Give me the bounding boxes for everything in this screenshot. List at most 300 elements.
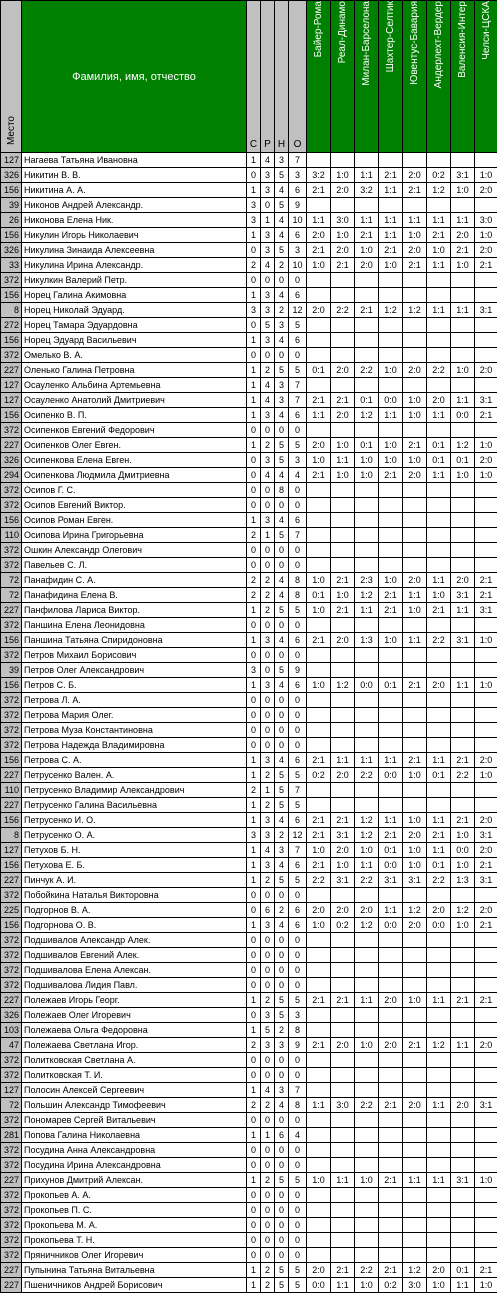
name-cell: Петухова Е. Б.: [22, 858, 247, 873]
stat-cell: 3: [275, 1083, 289, 1098]
result-cell: 0:2: [331, 918, 355, 933]
result-cell: 3:0: [331, 213, 355, 228]
stat-cell: 0: [275, 648, 289, 663]
result-cell: [403, 1053, 427, 1068]
result-cell: [451, 498, 475, 513]
result-cell: 2:1: [355, 303, 379, 318]
result-cell: 3:1: [451, 633, 475, 648]
stat-cell: 1: [247, 1278, 261, 1293]
result-cell: [427, 723, 451, 738]
result-cell: [331, 543, 355, 558]
result-cell: [307, 1143, 331, 1158]
result-cell: [307, 783, 331, 798]
stat-cell: 5: [275, 363, 289, 378]
stat-cell: 0: [247, 888, 261, 903]
result-cell: [427, 1023, 451, 1038]
stat-cell: 2: [275, 303, 289, 318]
table-row: [1, 1248, 497, 1263]
stat-cell: 0: [275, 423, 289, 438]
place-cell: 372: [1, 1053, 22, 1068]
stat-cell: 0: [289, 1188, 307, 1203]
result-cell: [475, 1158, 497, 1173]
stat-cell: 2: [275, 828, 289, 843]
stat-cell: 0: [289, 618, 307, 633]
result-cell: 2:1: [307, 828, 331, 843]
stat-cell: 0: [275, 1053, 289, 1068]
result-cell: [355, 1158, 379, 1173]
result-cell: [451, 558, 475, 573]
stat-cell: 0: [247, 348, 261, 363]
result-cell: 1:0: [475, 678, 497, 693]
result-cell: [451, 738, 475, 753]
result-cell: [475, 933, 497, 948]
stat-cell: 4: [261, 153, 275, 168]
stat-header-wins: С: [247, 1, 261, 153]
result-cell: [403, 498, 427, 513]
result-cell: [427, 483, 451, 498]
stat-cell: 5: [275, 168, 289, 183]
result-cell: 1:1: [403, 588, 427, 603]
stat-cell: 5: [289, 1278, 307, 1293]
result-cell: [475, 198, 497, 213]
result-cell: [307, 1068, 331, 1083]
result-cell: 0:1: [307, 588, 331, 603]
name-cell: Никонов Андрей Александр.: [22, 198, 247, 213]
name-cell: Побойкина Наталья Викторовна: [22, 888, 247, 903]
stat-cell: 2: [247, 588, 261, 603]
result-cell: 3:1: [403, 873, 427, 888]
result-cell: [427, 318, 451, 333]
stat-cell: 0: [261, 663, 275, 678]
stat-cell: 5: [275, 768, 289, 783]
name-cell: Осауленко Анатолий Дмитриевич: [22, 393, 247, 408]
stat-cell: 3: [261, 288, 275, 303]
result-cell: [451, 798, 475, 813]
result-cell: 1:0: [475, 468, 497, 483]
result-cell: [427, 693, 451, 708]
place-cell: 8: [1, 828, 22, 843]
result-cell: 2:2: [355, 1263, 379, 1278]
stat-cell: 3: [261, 408, 275, 423]
stat-cell: 1: [247, 813, 261, 828]
table-row: [1, 438, 497, 453]
table-row: [1, 723, 497, 738]
result-cell: [403, 423, 427, 438]
stat-cell: 0: [261, 978, 275, 993]
result-cell: [475, 1053, 497, 1068]
result-cell: 1:0: [307, 843, 331, 858]
result-cell: [379, 618, 403, 633]
result-cell: 1:0: [403, 768, 427, 783]
result-cell: 1:0: [331, 438, 355, 453]
result-cell: [451, 1113, 475, 1128]
result-cell: 1:0: [475, 228, 497, 243]
stat-cell: 6: [289, 678, 307, 693]
result-cell: 1:0: [451, 918, 475, 933]
stat-cell: 0: [247, 948, 261, 963]
result-cell: 3:2: [355, 183, 379, 198]
result-cell: 3:1: [451, 1173, 475, 1188]
result-cell: 1:2: [355, 918, 379, 933]
stat-cell: 1: [247, 843, 261, 858]
result-cell: 2:0: [331, 768, 355, 783]
result-cell: 2:0: [475, 243, 497, 258]
place-cell: 372: [1, 1143, 22, 1158]
result-cell: 1:0: [451, 183, 475, 198]
stat-cell: 2: [261, 1173, 275, 1188]
stat-cell: 0: [275, 1203, 289, 1218]
stat-cell: 1: [247, 513, 261, 528]
result-cell: [355, 528, 379, 543]
table-row: [1, 1263, 497, 1278]
stat-cell: 2: [261, 438, 275, 453]
result-cell: 2:1: [331, 813, 355, 828]
result-cell: [451, 423, 475, 438]
stat-cell: 4: [261, 378, 275, 393]
name-header: Фамилия, имя, отчество: [22, 1, 247, 153]
result-cell: 1:1: [307, 1098, 331, 1113]
stat-cell: 0: [247, 468, 261, 483]
stat-cell: 0: [247, 1053, 261, 1068]
stat-cell: 0: [289, 558, 307, 573]
result-cell: [403, 693, 427, 708]
table-row: [1, 888, 497, 903]
name-cell: Петухов Б. Н.: [22, 843, 247, 858]
stat-cell: 0: [275, 1233, 289, 1248]
result-cell: [403, 1068, 427, 1083]
result-cell: [451, 288, 475, 303]
name-cell: Петрова Надежда Владимировна: [22, 738, 247, 753]
result-cell: 1:1: [427, 813, 451, 828]
result-cell: [331, 513, 355, 528]
stat-cell: 0: [289, 498, 307, 513]
name-cell: Осипова Ирина Григорьевна: [22, 528, 247, 543]
result-cell: [427, 513, 451, 528]
result-cell: [307, 738, 331, 753]
result-cell: 1:0: [403, 993, 427, 1008]
result-cell: 1:2: [355, 408, 379, 423]
result-cell: [475, 378, 497, 393]
result-cell: 2:0: [307, 1263, 331, 1278]
name-cell: Норец Тамара Эдуардовна: [22, 318, 247, 333]
result-cell: 2:0: [451, 228, 475, 243]
stat-cell: 0: [247, 738, 261, 753]
result-cell: [403, 513, 427, 528]
result-cell: [475, 693, 497, 708]
stat-cell: 1: [247, 678, 261, 693]
table-row: [1, 498, 497, 513]
stat-cell: 0: [261, 693, 275, 708]
stat-header-points: О: [289, 1, 307, 153]
table-row: [1, 453, 497, 468]
result-cell: [451, 1203, 475, 1218]
stat-cell: 3: [275, 843, 289, 858]
result-cell: [379, 333, 403, 348]
result-cell: 1:0: [355, 843, 379, 858]
result-cell: [355, 513, 379, 528]
result-cell: 2:1: [451, 993, 475, 1008]
result-cell: 2:0: [331, 633, 355, 648]
stat-cell: 0: [261, 648, 275, 663]
result-cell: 0:1: [427, 438, 451, 453]
table-row: [1, 213, 497, 228]
result-cell: 1:1: [331, 1173, 355, 1188]
stat-cell: 5: [289, 603, 307, 618]
stat-cell: 0: [289, 723, 307, 738]
stat-cell: 0: [275, 888, 289, 903]
result-cell: [307, 528, 331, 543]
result-cell: [307, 1218, 331, 1233]
result-cell: [427, 423, 451, 438]
table-row: [1, 1068, 497, 1083]
name-cell: Попова Галина Николаевна: [22, 1128, 247, 1143]
place-cell: 326: [1, 168, 22, 183]
result-cell: 1:1: [307, 213, 331, 228]
result-cell: 1:2: [451, 903, 475, 918]
name-cell: Петров С. Б.: [22, 678, 247, 693]
place-cell: 372: [1, 348, 22, 363]
stat-cell: 7: [289, 528, 307, 543]
result-cell: 1:1: [331, 1278, 355, 1293]
stat-cell: 3: [247, 663, 261, 678]
result-cell: [355, 723, 379, 738]
stat-cell: 0: [247, 1008, 261, 1023]
result-cell: [451, 1053, 475, 1068]
place-cell: 227: [1, 1278, 22, 1293]
stat-cell: 3: [275, 393, 289, 408]
result-cell: [331, 693, 355, 708]
result-cell: 1:1: [379, 408, 403, 423]
result-cell: [307, 723, 331, 738]
result-cell: [379, 1143, 403, 1158]
name-cell: Политковская Светлана А.: [22, 1053, 247, 1068]
result-cell: 1:1: [451, 603, 475, 618]
result-cell: [451, 333, 475, 348]
result-cell: [379, 528, 403, 543]
stat-cell: 2: [261, 603, 275, 618]
stat-cell: 3: [261, 168, 275, 183]
table-row: [1, 378, 497, 393]
stat-cell: 1: [247, 768, 261, 783]
result-cell: 2:1: [379, 468, 403, 483]
result-cell: [403, 963, 427, 978]
stat-cell: 0: [289, 963, 307, 978]
stat-cell: 3: [289, 243, 307, 258]
name-cell: Петрова Муза Константиновна: [22, 723, 247, 738]
stat-cell: 0: [275, 738, 289, 753]
stat-cell: 0: [247, 318, 261, 333]
result-cell: [379, 513, 403, 528]
name-cell: Петрова С. А.: [22, 753, 247, 768]
result-cell: [355, 1188, 379, 1203]
table-row: [1, 168, 497, 183]
result-cell: [451, 198, 475, 213]
stat-cell: 0: [275, 978, 289, 993]
result-cell: [307, 1128, 331, 1143]
stat-cell: 5: [289, 873, 307, 888]
result-cell: 3:1: [475, 303, 497, 318]
stat-cell: 0: [289, 543, 307, 558]
result-cell: [451, 708, 475, 723]
result-cell: [475, 963, 497, 978]
name-cell: Полосин Алексей Сергеевич: [22, 1083, 247, 1098]
table-row: [1, 153, 497, 168]
table-row: [1, 363, 497, 378]
result-cell: [307, 1023, 331, 1038]
name-cell: Петров Михаил Борисович: [22, 648, 247, 663]
result-cell: [451, 693, 475, 708]
result-cell: [451, 978, 475, 993]
stat-cell: 0: [247, 483, 261, 498]
result-cell: [475, 483, 497, 498]
stat-cell: 0: [261, 543, 275, 558]
stat-header-losses: Н: [275, 1, 289, 153]
result-cell: 2:1: [475, 408, 497, 423]
result-cell: 1:0: [475, 768, 497, 783]
result-cell: [475, 153, 497, 168]
table-row: [1, 633, 497, 648]
match-header-6: Андерлехт-Вердер: [427, 1, 451, 153]
stat-cell: 0: [261, 738, 275, 753]
match-header-8: Челси-ЦСКА: [475, 1, 497, 153]
result-cell: 1:0: [379, 633, 403, 648]
table-row: [1, 468, 497, 483]
result-cell: 2:1: [379, 603, 403, 618]
result-cell: 1:1: [427, 468, 451, 483]
result-cell: 0:1: [355, 438, 379, 453]
result-cell: [355, 1233, 379, 1248]
stat-cell: 0: [289, 1203, 307, 1218]
stat-cell: 4: [275, 468, 289, 483]
place-cell: 227: [1, 1173, 22, 1188]
result-cell: [355, 543, 379, 558]
result-cell: [427, 618, 451, 633]
result-cell: [355, 1053, 379, 1068]
result-cell: [307, 1158, 331, 1173]
stat-cell: 4: [275, 333, 289, 348]
stat-cell: 0: [289, 948, 307, 963]
result-cell: 3:1: [331, 828, 355, 843]
table-row: [1, 393, 497, 408]
stat-cell: 0: [247, 423, 261, 438]
result-cell: [475, 663, 497, 678]
place-cell: 372: [1, 1068, 22, 1083]
stat-cell: 3: [275, 1038, 289, 1053]
result-cell: [475, 1113, 497, 1128]
stat-cell: 4: [261, 468, 275, 483]
name-cell: Подшивалов Евгений Алек.: [22, 948, 247, 963]
stat-cell: 3: [261, 1038, 275, 1053]
result-cell: 1:0: [427, 243, 451, 258]
stat-cell: 12: [289, 303, 307, 318]
result-cell: 2:1: [331, 1263, 355, 1278]
table-row: [1, 753, 497, 768]
stat-cell: 0: [247, 1143, 261, 1158]
stat-cell: 9: [289, 663, 307, 678]
result-cell: [475, 543, 497, 558]
stat-cell: 3: [289, 1008, 307, 1023]
stat-cell: 0: [261, 273, 275, 288]
result-cell: 2:1: [451, 753, 475, 768]
result-cell: 2:2: [355, 363, 379, 378]
table-row: [1, 933, 497, 948]
name-cell: Пупынина Татьяна Витальевна: [22, 1263, 247, 1278]
result-cell: [475, 423, 497, 438]
stat-cell: 0: [247, 498, 261, 513]
stat-cell: 3: [275, 318, 289, 333]
stat-cell: 4: [289, 1128, 307, 1143]
stat-cell: 5: [289, 798, 307, 813]
result-cell: [379, 423, 403, 438]
stat-cell: 4: [289, 468, 307, 483]
result-cell: 1:1: [331, 753, 355, 768]
table-row: [1, 333, 497, 348]
stat-cell: 6: [289, 918, 307, 933]
result-cell: 1:1: [451, 303, 475, 318]
result-cell: [307, 1233, 331, 1248]
place-cell: 127: [1, 393, 22, 408]
result-cell: 1:0: [331, 858, 355, 873]
result-cell: 2:1: [307, 858, 331, 873]
result-cell: [427, 528, 451, 543]
result-cell: [475, 978, 497, 993]
stat-cell: 3: [261, 633, 275, 648]
stat-cell: 3: [247, 828, 261, 843]
stat-cell: 0: [275, 618, 289, 633]
result-cell: 1:1: [379, 183, 403, 198]
result-cell: 0:0: [379, 393, 403, 408]
place-cell: 156: [1, 678, 22, 693]
result-cell: 1:1: [355, 753, 379, 768]
stat-cell: 7: [289, 843, 307, 858]
stat-cell: 2: [261, 798, 275, 813]
place-cell: 372: [1, 693, 22, 708]
stat-cell: 4: [275, 183, 289, 198]
result-cell: [331, 483, 355, 498]
table-row: [1, 1203, 497, 1218]
stat-cell: 3: [261, 513, 275, 528]
stat-cell: 4: [275, 633, 289, 648]
result-cell: [355, 783, 379, 798]
result-cell: [451, 1068, 475, 1083]
stat-cell: 0: [247, 933, 261, 948]
result-cell: 2:0: [331, 363, 355, 378]
result-cell: 2:1: [379, 1173, 403, 1188]
result-cell: 2:1: [379, 1263, 403, 1278]
result-cell: [379, 978, 403, 993]
stat-cell: 1: [261, 528, 275, 543]
result-cell: 0:0: [451, 408, 475, 423]
result-cell: [403, 1218, 427, 1233]
result-cell: 1:1: [427, 573, 451, 588]
result-cell: [403, 978, 427, 993]
result-cell: [475, 1023, 497, 1038]
result-cell: [331, 1128, 355, 1143]
result-cell: 3:1: [379, 873, 403, 888]
stat-cell: 7: [289, 378, 307, 393]
result-cell: [475, 723, 497, 738]
stat-cell: 6: [289, 183, 307, 198]
stat-cell: 8: [275, 483, 289, 498]
stat-cell: 0: [275, 348, 289, 363]
result-cell: [427, 888, 451, 903]
name-cell: Осипенкова Елена Евген.: [22, 453, 247, 468]
result-cell: 3:1: [451, 168, 475, 183]
result-cell: 2:1: [307, 1038, 331, 1053]
result-cell: [331, 963, 355, 978]
stat-cell: 0: [275, 558, 289, 573]
result-cell: [379, 1053, 403, 1068]
